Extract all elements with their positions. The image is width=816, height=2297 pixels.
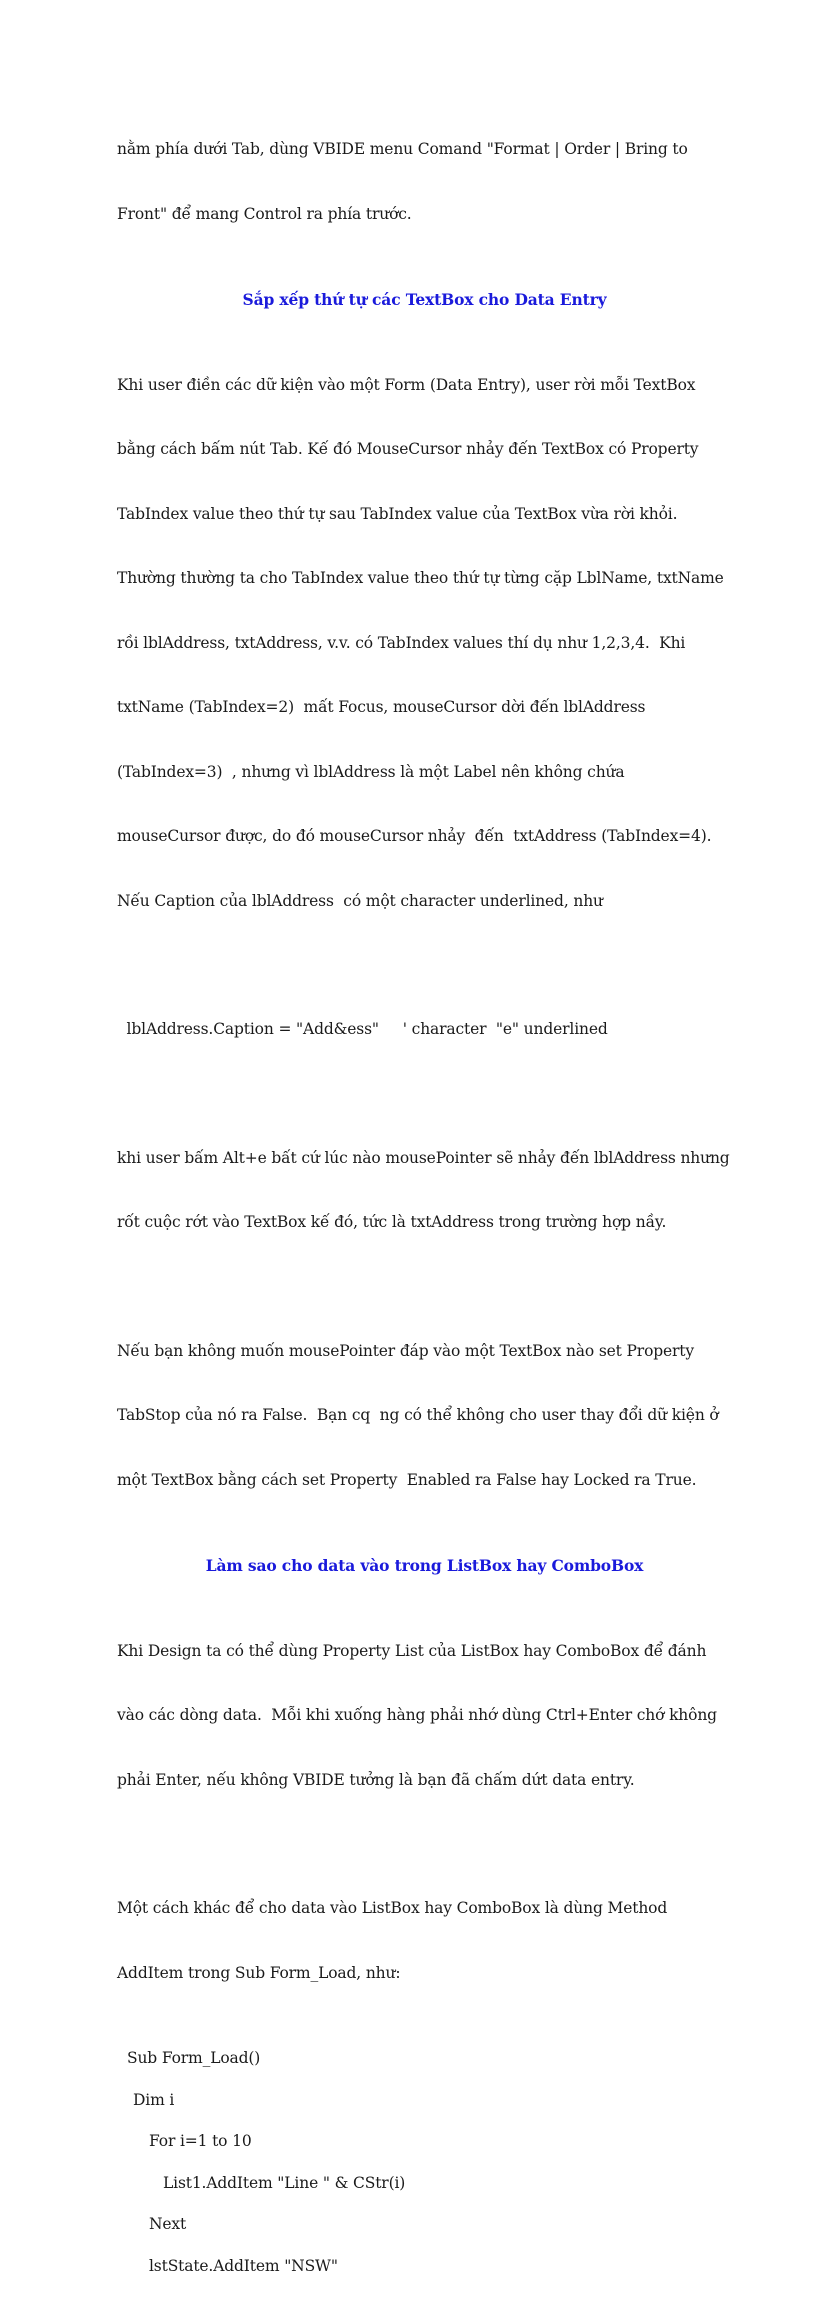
section-heading-textbox-order: Sắp xếp thứ tự các TextBox cho Data Entry — [242, 290, 607, 309]
section-heading-listbox-data: Làm sao cho data vào trong ListBox hay ComboBox — [205, 1556, 644, 1575]
text-line: txtName (TabIndex=2) mất Focus, mouseCursor dời đến lblAddress — [117, 698, 646, 716]
text-line: Nếu bạn không muốn mousePointer đáp vào một TextBox nào set Property — [117, 1341, 694, 1360]
text-line: Thường thường ta cho TabIndex value theo thứ tự từng cặp LblName, txtName — [117, 569, 724, 587]
text-line: lblAddress.Caption = "Add&ess" ' character "e" underlined — [117, 1020, 608, 1038]
code-example-caption — [117, 976, 732, 1084]
text-line: vào các dòng data. Mỗi khi xuống hàng phải nhớ dùng Ctrl+Enter chớ không — [117, 1706, 717, 1724]
text-line: mouseCursor được, do đó mouseCursor nhảy đến txtAddress (TabIndex=4). — [117, 827, 712, 845]
text-line: AddItem trong Sub Form_Load, như: — [117, 1963, 401, 1982]
text-line: (TabIndex=3) , nhưng vì lblAddress là một Label nên không chứa — [117, 762, 625, 781]
paragraph-additem-method — [117, 1855, 732, 2027]
code-line-next: Next — [149, 2215, 187, 2233]
code-line-for: For i=1 to 10 — [149, 2132, 252, 2150]
text-line: TabStop của nó ra False. Bạn cq ng có thể không cho user thay đổi dữ kiện ở — [117, 1406, 719, 1424]
paragraph-bring-to-front — [117, 96, 732, 268]
text-line: khi user bấm Alt+e bất cứ lúc nào mousePointer sẽ nhảy đến lblAddress nhưng — [117, 1148, 730, 1167]
code-line-lststate: lstState.AddItem "NSW" — [149, 2256, 338, 2275]
text-line: rốt cuộc rớt vào TextBox kế đó, tức là txtAddress trong trường hợp nầy. — [117, 1213, 667, 1231]
text-line: Nếu Caption của lblAddress có một character underlined, như — [117, 891, 603, 910]
text-line: Khi Design ta có thể dùng Property List của ListBox hay ComboBox để đánh — [117, 1641, 707, 1660]
text-line: rồi lblAddress, txtAddress, v.v. có TabIndex values thí dụ như 1,2,3,4. Khi — [117, 633, 686, 652]
code-line-additem: List1.AddItem "Line " & CStr(i) — [163, 2173, 406, 2192]
text-line: bằng cách bấm nút Tab. Kế đó MouseCursor nhảy đến TextBox có Property — [117, 440, 699, 458]
text-line: Front" để mang Control ra phía trước. — [117, 204, 412, 223]
paragraph-design-property-list — [117, 1598, 732, 1835]
paragraph-tabstop — [117, 1298, 732, 1535]
code-line-sub: Sub Form_Load() — [127, 2049, 261, 2067]
document-page — [117, 96, 732, 2297]
text-line: Một cách khác để cho data vào ListBox hay ComboBox là dùng Method — [117, 1899, 668, 1917]
text-line: Khi user điền các dữ kiện vào một Form (Data Entry), user rời mỗi TextBox — [117, 375, 696, 394]
code-line-dim: Dim i — [133, 2090, 175, 2109]
text-line: một TextBox bằng cách set Property Enabled ra False hay Locked ra True. — [117, 1470, 697, 1489]
paragraph-tabindex-explanation — [117, 332, 732, 956]
paragraph-alt-key — [117, 1105, 732, 1277]
text-line: nằm phía dưới Tab, dùng VBIDE menu Comand "Format | Order | Bring to — [117, 140, 688, 158]
text-line: TabIndex value theo thứ tự sau TabIndex value của TextBox vừa rời khỏi. — [117, 504, 678, 523]
text-line: phải Enter, nếu không VBIDE tưởng là bạn đã chấm dứt data entry. — [117, 1770, 635, 1789]
